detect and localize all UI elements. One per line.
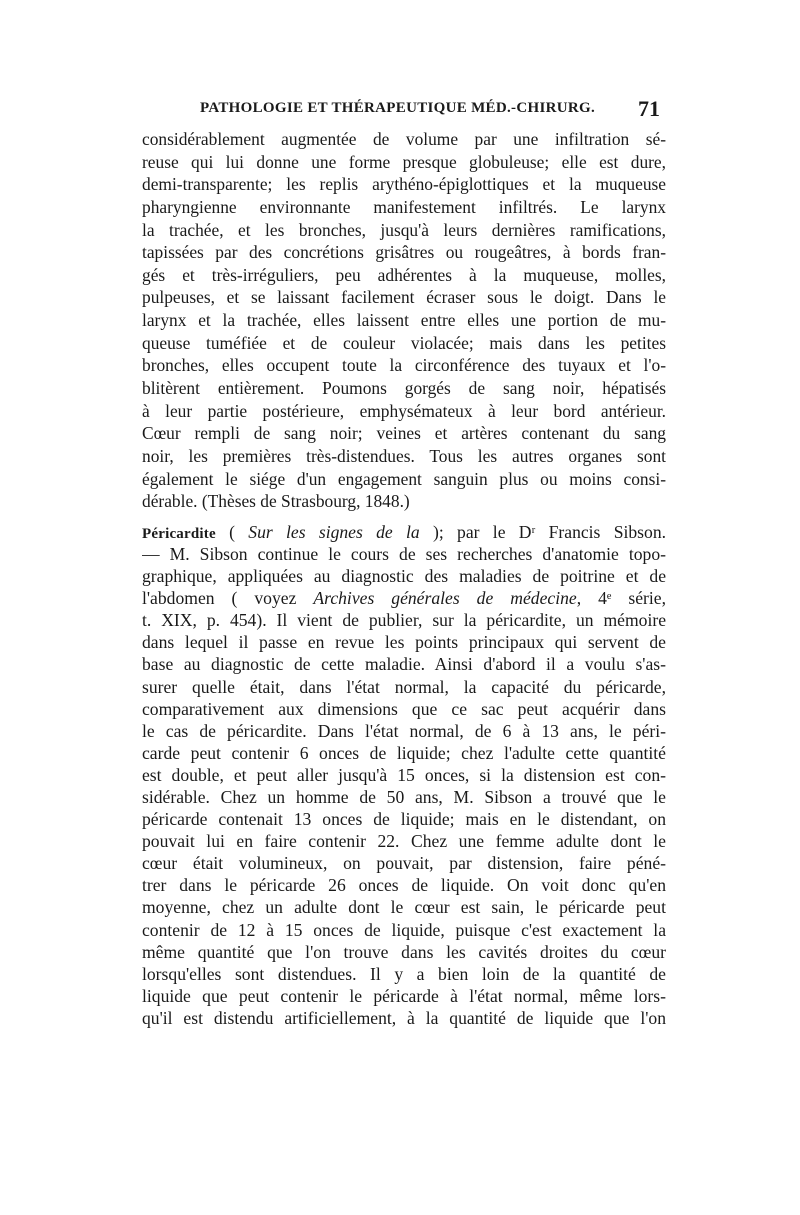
text-line: pharyngienne environnante manifestement infiltrés. Le larynx — [142, 196, 666, 217]
text-line: contenir de 12 à 15 onces de liquide, puisque c'est exactement la — [142, 919, 666, 940]
text-line: Cœur rempli de sang noir; veines et artères contenant du sang — [142, 423, 666, 444]
text-line: — M. Sibson continue le cours de ses recherches d'anatomie topo- — [142, 543, 666, 564]
text-line: la trachée, et les bronches, jusqu'à leurs dernières ramifications, — [142, 219, 666, 240]
text-line: cœur était volumineux, on pouvait, par distension, faire péné- — [142, 853, 666, 874]
text-line: dérable. (Thèses de Strasbourg, 1848.) — [142, 491, 410, 512]
text-line: blitèrent entièrement. Poumons gorgés de sang noir, hépatisés — [142, 378, 666, 399]
body-text — [142, 128, 666, 1029]
text-line: queuse tuméfiée et de couleur violacée; mais dans les petites — [142, 332, 666, 353]
text-line: trer dans le péricarde 26 onces de liquide. On voit donc qu'en — [142, 875, 666, 896]
text-line: même quantité que l'on trouve dans les cavités droites du cœur — [142, 941, 666, 962]
text-line: le cas de péricardite. Dans l'état normal, de 6 à 13 ans, le péri- — [142, 720, 666, 741]
paragraph-1 — [142, 128, 666, 513]
text-line: lorsqu'elles sont distendues. Il y a bien loin de la quantité de — [142, 963, 666, 984]
section-title: Péricardite — [142, 525, 216, 542]
text-line: comparativement aux dimensions que ce sac peut acquérir dans — [142, 698, 666, 719]
text-line: larynx et la trachée, elles laissent entre elles une portion de mu- — [142, 310, 666, 331]
text-line: base au diagnostic de cette maladie. Ainsi d'abord il a voulu s'as- — [142, 654, 666, 675]
text-line: noir, les premières très-distendues. Tous les autres organes sont — [142, 445, 666, 466]
text-line: est double, et peut aller jusqu'à 15 onces, si la distension est con- — [142, 764, 666, 785]
text-line: également le siége d'un engagement sanguin plus ou moins consi- — [142, 468, 666, 489]
page-number: 71 — [638, 96, 660, 121]
text-line: graphique, appliquées au diagnostic des maladies de poitrine et de — [142, 566, 666, 587]
journal-citation: Archives générales de médecine — [313, 588, 577, 609]
text-line: dans lequel il passe en revue les points principaux qui servent de — [142, 632, 666, 653]
text-line: carde peut contenir 6 onces de liquide; chez l'adulte cette quantité — [142, 742, 666, 763]
text-line: qu'il est distendu artificiellement, à la quantité de liquide que l'on — [142, 1007, 666, 1028]
text-line: reuse qui lui donne une forme presque globuleuse; elle est dure, — [142, 151, 666, 172]
text-line: l'abdomen ( voyez Archives générales de médecine, 4ᵉ série, — [142, 588, 666, 609]
text-line: péricarde contenait 13 onces de liquide; mais en le distendant, on — [142, 809, 666, 830]
text-line: surer quelle était, dans l'état normal, la capacité du péricarde, — [142, 676, 666, 697]
text-line: demi-transparente; les replis arythéno-épiglottiques et la muqueuse — [142, 174, 666, 195]
text-line: gés et très-irréguliers, peu adhérentes à la muqueuse, molles, — [142, 264, 666, 285]
text-line: t. XIX, p. 454). Il vient de publier, sur la péricardite, un mémoire — [142, 610, 666, 631]
text-line: pulpeuses, et se laissant facilement écraser sous le doigt. Dans le — [142, 287, 666, 308]
text-line: considérablement augmentée de volume par une infiltration sé- — [142, 129, 666, 149]
text-line: moyenne, chez un adulte dont le cœur est sain, le péricarde peut — [142, 897, 666, 918]
text-line: à leur partie postérieure, emphysémateux à leur bord antérieur. — [142, 400, 666, 421]
section-subtitle: Sur les signes de la — [248, 521, 420, 542]
text-line: sidérable. Chez un homme de 50 ans, M. Sibson a trouvé que le — [142, 787, 666, 808]
section-heading-line: Péricardite ( Sur les signes de la ); par le Dʳ Francis Sibson. — [142, 521, 666, 542]
running-head: PATHOLOGIE ET THÉRAPEUTIQUE MÉD.-CHIRURG. — [200, 100, 595, 116]
text-line: pouvait lui en faire contenir 22. Chez une femme adulte dont le — [142, 831, 666, 852]
page-header — [200, 96, 660, 122]
text-line: liquide que peut contenir le péricarde à l'état normal, même lors- — [142, 985, 666, 1006]
text-line: bronches, elles occupent toute la circonférence des tuyaux et l'o- — [142, 355, 666, 376]
text-line: tapissées par des concrétions grisâtres ou rougeâtres, à bords fran- — [142, 242, 666, 263]
paragraph-2 — [142, 521, 666, 1029]
